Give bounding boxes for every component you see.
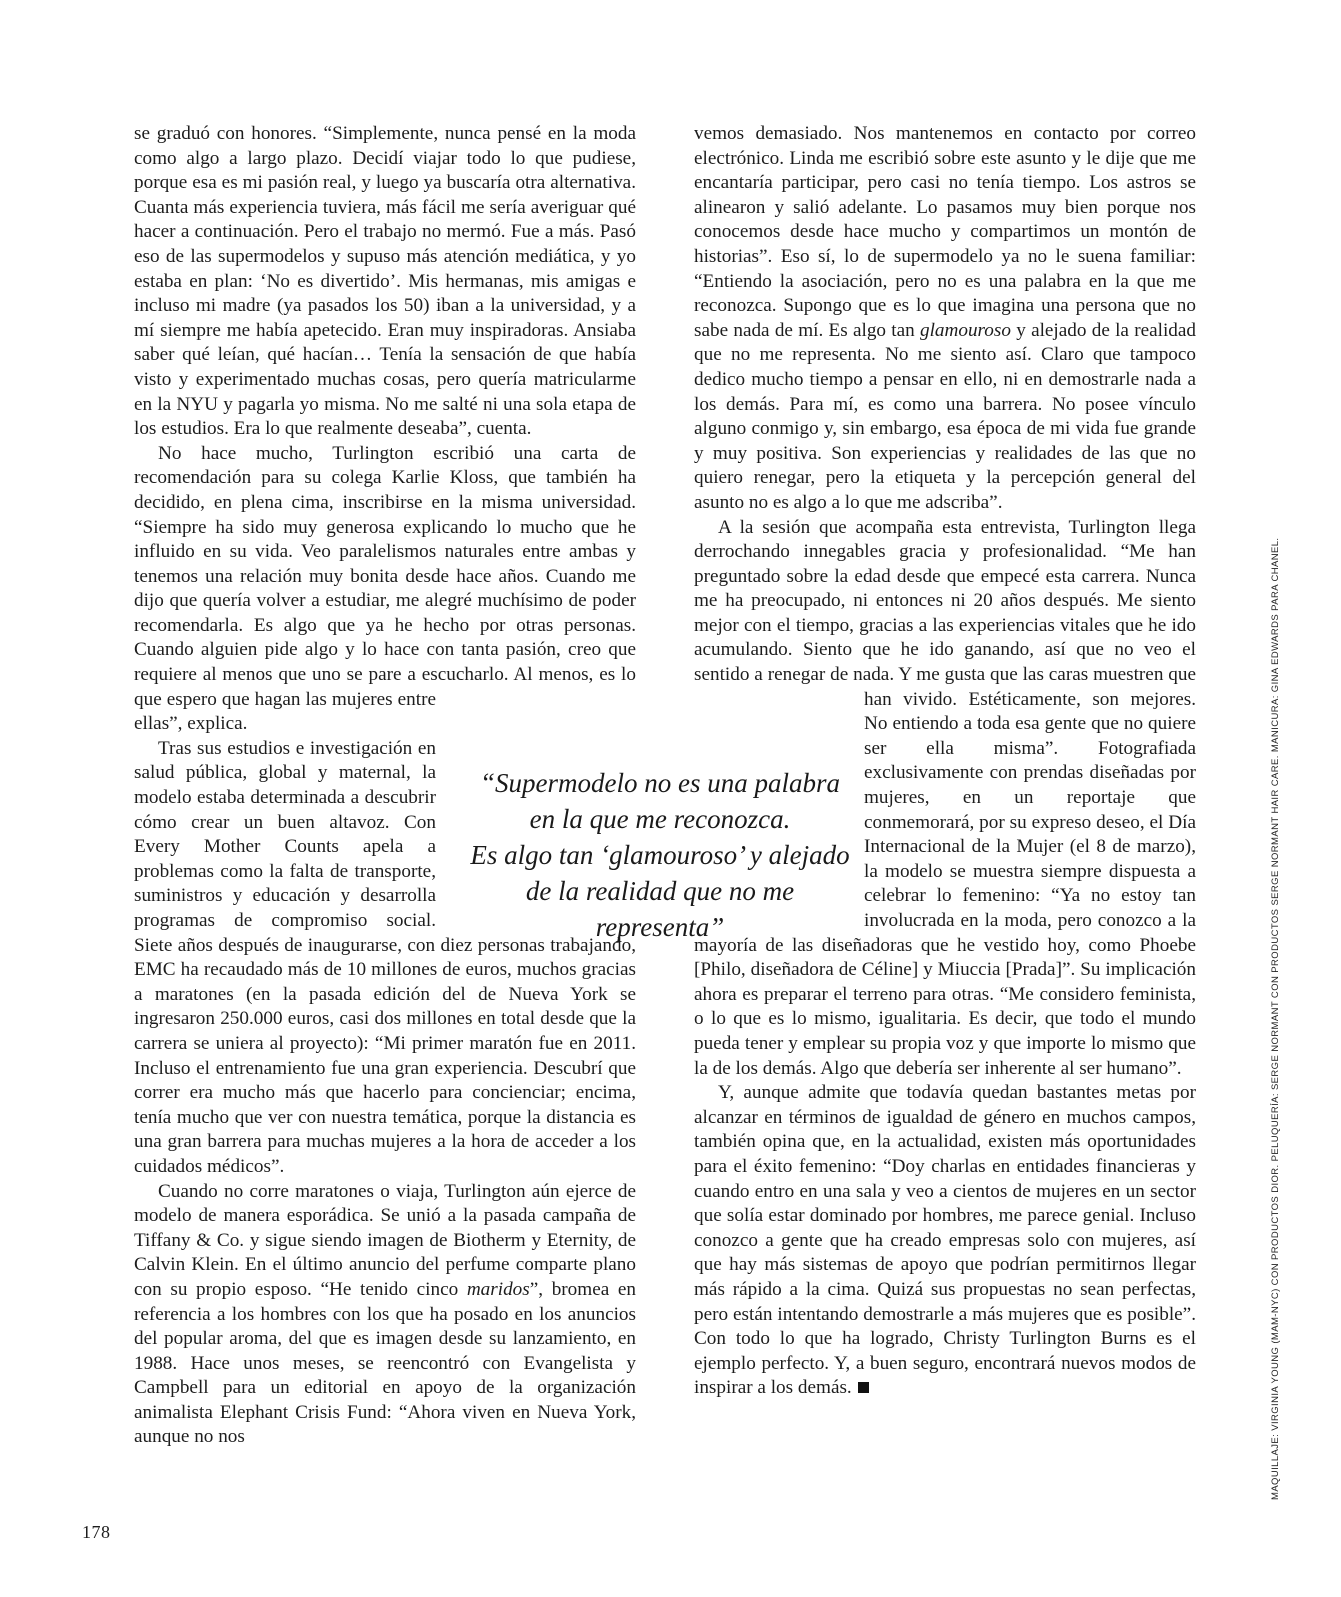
pull-quote-line-1: “Supermodelo no es una palabra xyxy=(480,768,840,798)
right-paragraph-1-text-a: vemos demasiado. Nos mantenemos en contacto por correo electrónico. Linda me escribió sobre este asunto y le dije que me encantaría participar, pero casi no tenía tiempo. Los astros se alinearon y salió adelante. Lo pasamos muy bien porque nos conocemos desde hace mucho y compartimos un montón de historias”. Eso sí, lo de supermodelo ya no le suena familiar: “Entiendo la asociación, pero no es una palabra en la que me reconozca. Supongo que es lo que imagina una persona que no sabe nada de mí. Es algo tan xyxy=(694,123,1196,341)
page-number: 178 xyxy=(82,1522,111,1542)
pull-quote-line-3: Es algo tan ‘glamouroso’ y alejado xyxy=(470,840,850,870)
left-paragraph-4-text-a: Cuando no corre maratones o viaja, Turlington aún ejerce de modelo de manera esporádica. Se unió a la pasada campaña de Tiffany & Co. y sigue siendo imagen de Biotherm y Eternity, de Calvin Klein. En el último anuncio del perfume comparte plano con su propio esposo. “He tenido cinco xyxy=(134,1180,636,1300)
pull-quote xyxy=(460,765,860,945)
right-paragraph-1 xyxy=(694,122,1196,516)
right-paragraph-3-text: Y, aunque admite que todavía quedan bastantes metas por alcanzar en términos de igualdad de género en muchos campos, también opina que, en la actualidad, existen más oportunidades para el éxito femenino: “Doy charlas en entidades financieras y cuando entro en una sala y veo a cientos de mujeres en un sector que solía estar dominado por hombres, me parece genial. Incluso conozco a gente que ha creado empresas solo con mujeres, así que hay más sistemas de apoyo que podrían permitirnos llegar más rápido a la cima. Quizá sus propuestas no sean perfectas, pero están intentando demostrarle a más mujeres que es posible”. Con todo lo que ha logrado, Christy Turlington Burns es el ejemplo perfecto. Y, a buen seguro, encontrará nuevos modos de inspirar a los demás. xyxy=(694,1082,1196,1399)
left-paragraph-4 xyxy=(134,1180,636,1451)
right-column xyxy=(694,122,1196,1401)
left-paragraph-4-emphasis: maridos xyxy=(466,1278,530,1300)
right-paragraph-3 xyxy=(694,1081,1196,1401)
left-paragraph-3-text: Tras sus estudios e investigación en salud pública, global y maternal, la modelo estaba determinada a descubrir cómo crear un buen altavoz. Con Every Mother Counts apela a problemas como la falta de transporte, suministros y educación y desarrolla programas de compromiso social. Siete años después de inaugurarse, con diez personas trabajando, EMC ha recaudado más de 10 millones de euros, muchos gracias a maratones (en la pasada edición del de Nueva York se ingresaron 250.000 euros, casi dos millones en total desde que la carrera se uniera al proyecto): “Mi primer maratón fue en 2011. Incluso el entrenamiento fue una gran experiencia. Descubrí que correr era mucho más que hacerlo para concienciar; encima, tenía mucho que ver con nuestra temática, porque la distancia es una gran barrera para muchas mujeres a la hora de acceder a los cuidados médicos”. xyxy=(134,737,636,1177)
right-paragraph-1-text-b: y alejado de la realidad que no me representa. No me siento así. Claro que tampoco dedico mucho tiempo a pensar en ello, ni en demostrarle nada a los demás. Para mí, es como una barrera. No posee vínculo alguno conmigo y, sin embargo, esa época de mi vida fue grande y muy positiva. Son experiencias y realidades de las que no quiero renegar, pero la etiqueta y la percepción general del asunto no es algo a lo que me adscriba”. xyxy=(694,319,1196,513)
left-paragraph-2-text: No hace mucho, Turlington escribió una carta de recomendación para su colega Karlie Kloss, que también ha decidido, en plena cima, inscribirse en la misma universidad. “Siempre ha sido muy generosa explicando lo mucho que he influido en su vida. Veo paralelismos naturales entre ambas y tenemos una relación muy bonita desde hace años. Cuando me dijo que quería volver a estudiar, me alegré muchísimo de poder recomendarla. Es algo que ya he hecho por otras personas. Cuando alguien pide algo y lo hace con tanta pasión, creo que requiere al menos que uno se pare a escucharlo. Al menos, es lo que espero que hagan las mujeres entre ellas”, explica. xyxy=(134,442,636,735)
left-paragraph-4-text-b: ”, bromea en referencia a los hombres con los que ha posado en los anuncios del popular aroma, del que es imagen desde su lanzamiento, en 1988. Hace unos meses, se reencontró con Evangelista y Campbell para un editorial en apoyo de la organización animalista Elephant Crisis Fund: “Ahora viven en Nueva York, aunque no nos xyxy=(134,1278,636,1448)
end-mark-icon xyxy=(858,1382,869,1393)
left-paragraph-1: se graduó con honores. “Simplemente, nunca pensé en la moda como algo a largo plazo. Decidí viajar todo lo que pudiese, porque esa es mi pasión real, y luego ya buscaría otra alternativa. Cuanta más experiencia tuviera, más fácil me sería averiguar qué hacer a continuación. Pero el trabajo no mermó. Fue a más. Pasó eso de las supermodelos y supuso más atención mediática, y yo estaba en plan: ‘No es divertido’. Mis hermanas, mis amigas e incluso mi madre (ya pasados los 50) iban a la universidad, y a mí siempre me había apetecido. Eran muy inspiradoras. Ansiaba saber qué leían, qué hacían… Tenía la sensación de que había visto y experimentado muchas cosas, pero quería matricularme en la NYU y pagarla yo misma. No me salté ni una sola etapa de los estudios. Era lo que realmente deseaba”, cuenta. xyxy=(134,123,636,440)
left-paragraph-2 xyxy=(134,442,636,737)
photo-credits: MAQUILLAJE: VIRGINIA YOUNG (MAM-NYC) CON PRODUCTOS DIOR. PELUQUERÍA: SERGE NORMANT CON PRODUCTOS SERGE NORMANT HAIR CARE. MANICURA: GINA EDWARDS PARA CHANEL. xyxy=(1270,537,1281,1500)
right-paragraph-1-emphasis: glamouroso xyxy=(919,319,1011,341)
right-paragraph-2: A la sesión que acompaña esta entrevista, Turlington llega derrochando innegables gracia y profesionalidad. “Me han preguntado sobre la edad desde que empecé esta carrera. Nunca me ha preocupado, ni entonces ni 20 años después. Me siento mejor con el tiempo, gracias a las experiencias vitales que he ido acumulando. Siento que he ido ganando, así que no veo el sentido a renegar de nada. Y me gusta que las caras muestren que han vivido. Estéticamente, son mejores. No entiendo a toda esa gente que no quiere ser ella misma”. Fotografiada exclusivamente con prendas diseñadas por mujeres, en un reportaje que conmemorará, por su expreso deseo, el Día Internacional de la Mujer (el 8 de marzo), la modelo se muestra siempre dispuesta a celebrar lo femenino: “Ya no estoy tan involucrada en la moda, pero conozco a la mayoría de las diseñadoras que he vestido hoy, como Phoebe [Philo, diseñadora de Céline] y Miuccia [Prada]”. Su implicación ahora es preparar el terreno para otras. “Me considero feminista, o lo que es lo mismo, igualitaria. Es decir, que todo el mundo pueda tener y emplear su propia voz y que importe lo mismo que la de los demás. Algo que debería ser inherente al ser humano”. xyxy=(694,516,1196,1079)
pull-quote-line-4: de la realidad que no me representa” xyxy=(525,876,795,942)
pull-quote-line-2: en la que me reconozca. xyxy=(529,804,791,834)
